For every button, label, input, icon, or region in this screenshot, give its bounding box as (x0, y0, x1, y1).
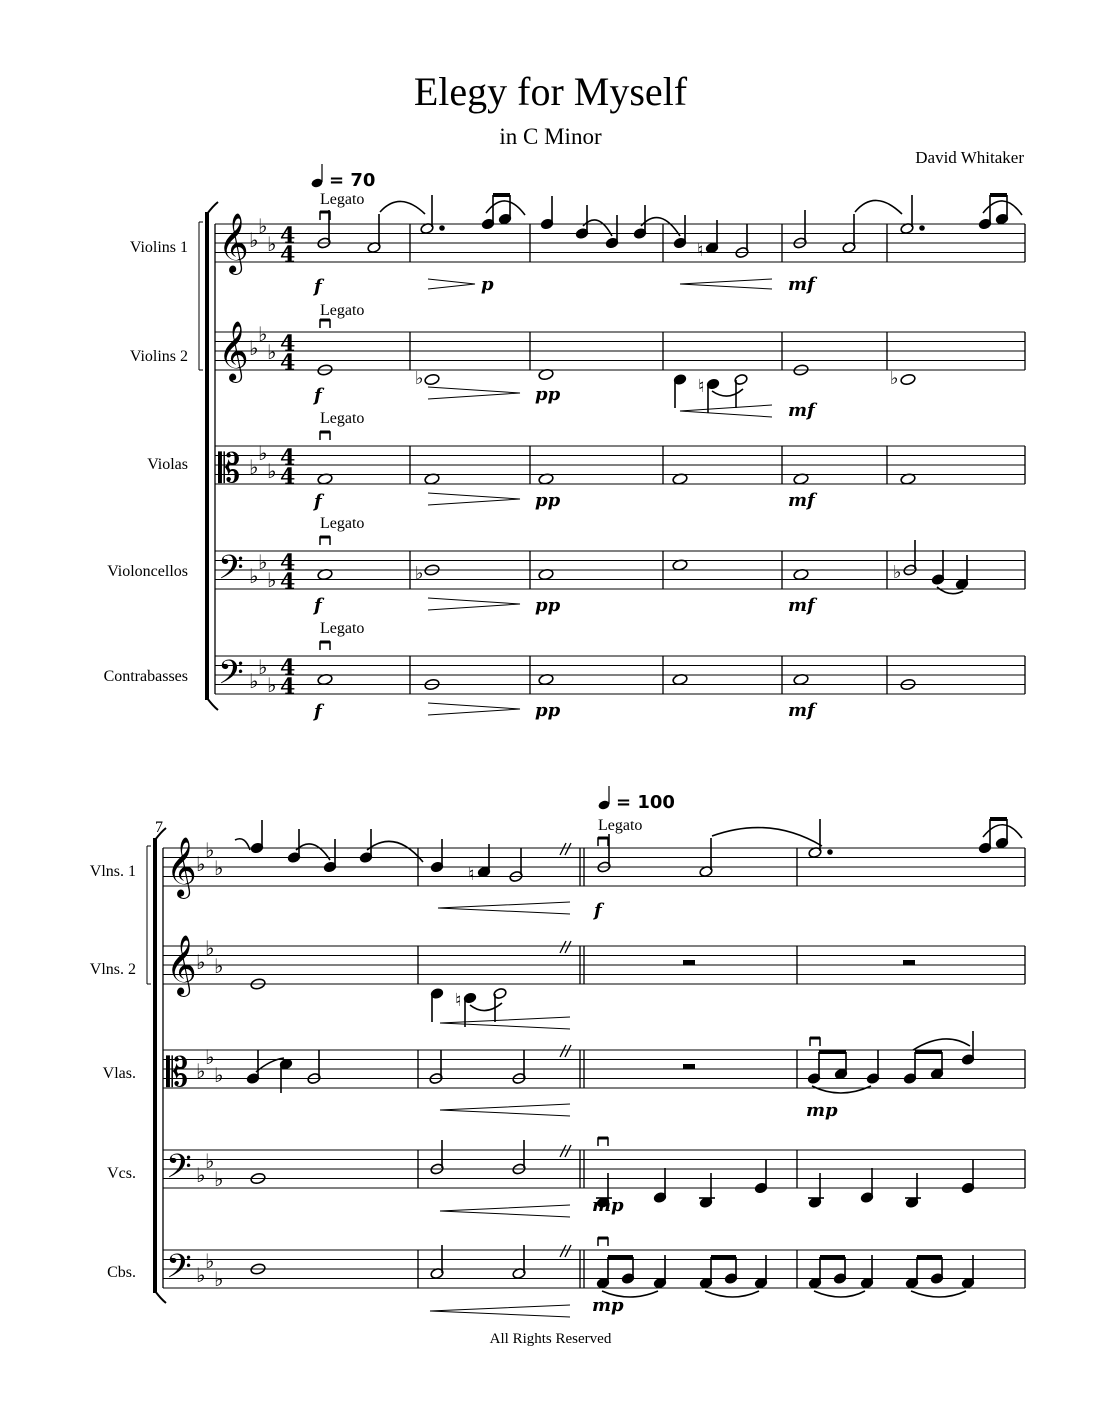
svg-text:♭: ♭ (267, 673, 277, 697)
down-bow-icon (598, 838, 820, 1246)
violins1-notes (317, 195, 1022, 261)
svg-text:♭: ♭ (258, 322, 268, 346)
instrument-label-violoncellos: Violoncellos (107, 563, 188, 580)
svg-text:4: 4 (280, 550, 296, 576)
svg-text:4: 4 (280, 674, 296, 700)
svg-text:♮: ♮ (698, 376, 705, 397)
alto-clef-icon: 𝄡 (218, 446, 241, 492)
svg-text:4: 4 (280, 350, 296, 376)
svg-text:mp: mp (806, 1100, 838, 1121)
rest-icon (903, 960, 915, 965)
svg-text:mf: mf (788, 490, 815, 511)
rest-icon (683, 960, 695, 965)
instrument-label-violins2: Violins 2 (129, 348, 188, 365)
svg-text:mp: mp (592, 1295, 624, 1316)
svg-text:♮: ♮ (697, 240, 704, 261)
svg-text:♭: ♭ (214, 954, 224, 978)
svg-text:♭: ♭ (249, 228, 259, 252)
svg-text:f: f (314, 385, 322, 406)
svg-text:♭: ♭ (893, 562, 902, 583)
violins2-dynamics (440, 1017, 570, 1029)
technique-label: Legato (320, 410, 365, 427)
violins1-dynamics (438, 900, 605, 921)
svg-text:pp: pp (535, 490, 561, 511)
svg-text:♭: ♭ (196, 1059, 206, 1083)
svg-text:♭: ♭ (267, 459, 277, 483)
violoncellos-dynamics (312, 595, 818, 616)
technique-label: Legato (320, 515, 365, 532)
svg-text:♭: ♭ (214, 1267, 224, 1291)
svg-text:♭: ♭ (214, 1063, 224, 1087)
bass-clef-icon: 𝄢 (166, 1248, 192, 1294)
tempo-label: = 70 (329, 170, 376, 191)
svg-text:♭: ♭ (415, 368, 424, 389)
violins1-dynamics (312, 274, 818, 297)
violins2-notes (317, 364, 916, 413)
tempo-marking (597, 786, 674, 813)
contrabasses-notes (317, 673, 916, 690)
svg-text:♭: ♭ (205, 1149, 215, 1173)
svg-text:♭: ♭ (415, 563, 424, 584)
svg-text:♭: ♭ (258, 441, 268, 465)
svg-text:♭: ♭ (258, 214, 268, 238)
rest-icon (683, 1064, 695, 1069)
svg-text:f: f (314, 276, 322, 297)
system-1 (104, 164, 1025, 722)
violoncellos-notes (317, 540, 968, 594)
violoncellos-dynamics (440, 1195, 624, 1217)
svg-text:mf: mf (788, 274, 815, 295)
tempo-label: = 100 (616, 792, 675, 813)
svg-text:p: p (481, 274, 494, 295)
score-subtitle: in C Minor (499, 124, 602, 149)
svg-text:♭: ♭ (196, 950, 206, 974)
svg-text:♮: ♮ (455, 990, 462, 1011)
system-2 (90, 786, 1025, 1317)
svg-text:♭: ♭ (205, 838, 215, 862)
svg-text:pp: pp (535, 384, 561, 405)
instrument-label-violins1: Vlns. 1 (89, 863, 136, 880)
svg-text:4: 4 (280, 464, 296, 490)
svg-text:♭: ♭ (196, 1163, 206, 1187)
svg-text:4: 4 (280, 331, 296, 357)
time-signature (280, 223, 295, 700)
svg-text:♮: ♮ (468, 864, 475, 885)
composer-name: David Whitaker (915, 148, 1024, 167)
svg-text:f: f (594, 900, 602, 921)
contrabasses-dynamics (312, 700, 818, 722)
svg-text:♭: ♭ (258, 550, 268, 574)
violas-dynamics (312, 490, 818, 512)
instrument-label-contrabasses: Cbs. (107, 1264, 136, 1281)
treble-clef-icon: 𝄞 (166, 837, 197, 897)
instrument-label-violins1: Violins 1 (129, 239, 188, 256)
measure-number: 7 (155, 819, 163, 836)
bass-clef-icon: 𝄢 (166, 1148, 192, 1194)
svg-text:♭: ♭ (249, 336, 259, 360)
svg-text:♭: ♭ (267, 568, 277, 592)
svg-text:4: 4 (280, 242, 296, 268)
svg-text:♭: ♭ (214, 1167, 224, 1191)
tempo-marking (310, 164, 375, 191)
contrabasses-notes (250, 1245, 974, 1297)
contrabasses-dynamics (430, 1295, 624, 1317)
svg-text:♭: ♭ (258, 655, 268, 679)
svg-text:♭: ♭ (196, 852, 206, 876)
svg-text:f: f (314, 701, 322, 722)
instrument-label-violas: Violas (147, 456, 188, 473)
instrument-label-contrabasses: Contrabasses (103, 668, 188, 685)
technique-label: Legato (320, 302, 365, 319)
technique-label: Legato (598, 817, 643, 834)
svg-text:♭: ♭ (205, 1249, 215, 1273)
svg-text:f: f (314, 595, 322, 616)
svg-text:♭: ♭ (890, 368, 899, 389)
svg-text:mf: mf (788, 400, 815, 421)
svg-text:mf: mf (788, 595, 815, 616)
instrument-label-violas: Vlas. (102, 1065, 136, 1082)
svg-text:♭: ♭ (205, 936, 215, 960)
treble-clef-icon: 𝄞 (218, 213, 249, 273)
technique-label: Legato (320, 191, 365, 208)
svg-text:♭: ♭ (196, 1263, 206, 1287)
bass-clef-icon: 𝄢 (218, 654, 244, 700)
instrument-label-violoncellos: Vcs. (107, 1165, 136, 1182)
treble-clef-icon: 𝄞 (166, 935, 197, 995)
alto-clef-icon: 𝄡 (166, 1050, 189, 1096)
svg-text:♭: ♭ (214, 856, 224, 880)
treble-clef-icon: 𝄞 (218, 321, 249, 381)
key-signature-flats (196, 838, 223, 1291)
svg-text:pp: pp (535, 595, 561, 616)
svg-text:4: 4 (280, 445, 296, 471)
violas-notes (246, 1031, 974, 1093)
svg-text:♭: ♭ (249, 564, 259, 588)
bass-clef-icon: 𝄢 (218, 549, 244, 595)
technique-label: Legato (320, 620, 365, 637)
svg-text:4: 4 (280, 569, 296, 595)
svg-text:mf: mf (788, 700, 815, 721)
svg-text:♭: ♭ (205, 1045, 215, 1069)
svg-text:♭: ♭ (267, 340, 277, 364)
instrument-label-violins2: Vlns. 2 (89, 961, 136, 978)
svg-text:mp: mp (592, 1195, 624, 1216)
svg-text:4: 4 (280, 223, 296, 249)
svg-text:pp: pp (535, 700, 561, 721)
svg-text:♭: ♭ (267, 232, 277, 256)
svg-text:f: f (314, 491, 322, 512)
score-title: Elegy for Myself (413, 69, 688, 114)
violins2-notes (250, 960, 915, 1027)
svg-text:♭: ♭ (249, 455, 259, 479)
svg-text:♭: ♭ (249, 669, 259, 693)
copyright-notice: All Rights Reserved (489, 1331, 612, 1347)
violas-dynamics (440, 1100, 838, 1121)
svg-text:4: 4 (280, 655, 296, 681)
